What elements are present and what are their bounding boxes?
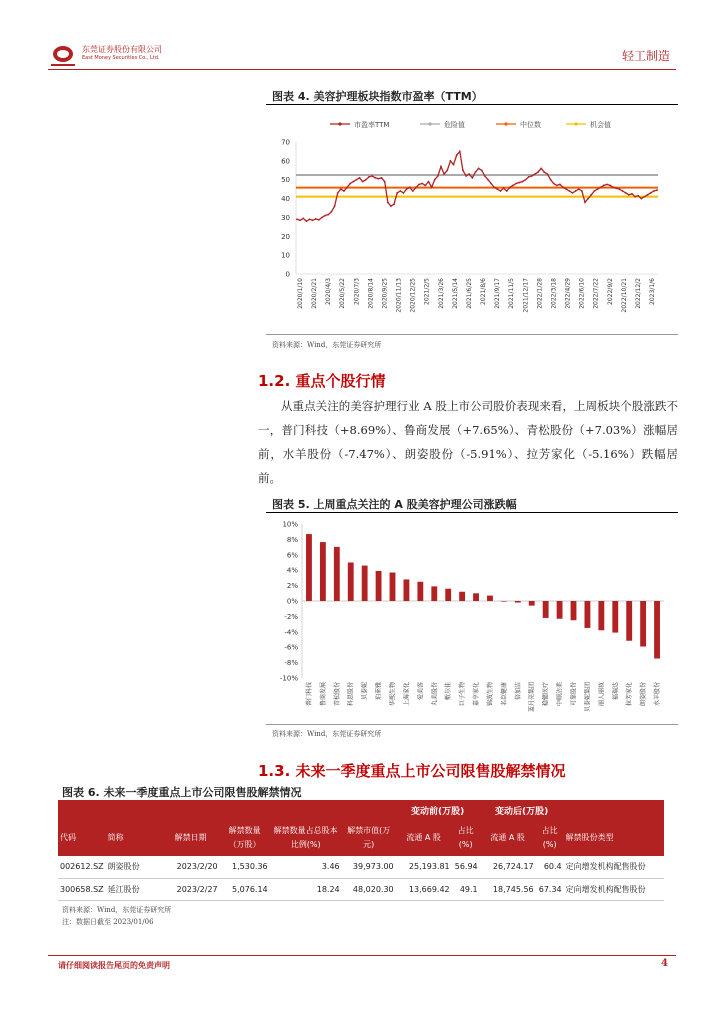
x-tick-label: 福瑞达	[612, 682, 620, 701]
pe-data-point	[637, 195, 639, 197]
x-tick-label: 2022/6/10	[578, 278, 586, 309]
pe-data-point	[412, 190, 414, 192]
bar-丸美股份	[431, 586, 437, 601]
pe-data-point	[609, 184, 611, 186]
y-tick-label: -10%	[279, 674, 298, 683]
pe-data-point	[562, 186, 564, 188]
pe-data-point	[478, 168, 480, 170]
x-tick-label: 倍加洁	[514, 682, 522, 701]
figure5-top-rule	[266, 512, 678, 513]
pe-data-point	[506, 190, 508, 192]
cell-before-float: 13,669.42	[396, 878, 452, 900]
bar-贝泰妮集团	[584, 601, 590, 628]
x-tick-label: 水羊股份	[654, 682, 662, 707]
pe-data-point	[305, 220, 307, 222]
bar-福瑞达	[612, 601, 618, 633]
section-title-1-3: 1.3. 未来一季度重点上市公司限售股解禁情况	[258, 762, 566, 780]
pe-data-point	[468, 173, 470, 175]
lockup-expiry-table	[58, 800, 664, 901]
group-after-label: 变动后(万股)	[480, 800, 564, 820]
section-title-1-2: 1.2. 重点个股行情	[258, 372, 386, 390]
pe-data-point	[327, 214, 329, 216]
x-tick-label: 2021/6/25	[465, 278, 473, 309]
x-tick-label: 2022/10/21	[620, 278, 628, 313]
y-tick-label: 10	[281, 251, 290, 260]
legend-entry	[330, 120, 389, 129]
pe-data-point	[543, 171, 545, 173]
legend-marker	[338, 122, 341, 125]
x-tick-label: 2021/8/6	[480, 278, 488, 305]
pe-data-point	[509, 186, 511, 188]
y-tick-label: 4%	[286, 566, 298, 575]
x-tick-label: 2022/1/28	[536, 278, 544, 309]
company-logo	[48, 42, 82, 68]
pe-data-point	[449, 160, 451, 162]
bar-敷尔佳	[445, 589, 451, 601]
bar-倍加洁	[515, 601, 521, 603]
cell-after-pct: 67.34	[536, 878, 564, 900]
x-tick-label: 2022/12/2	[634, 278, 642, 309]
x-tick-label: 2021/9/17	[494, 278, 502, 309]
pe-data-point	[606, 184, 608, 186]
cell-before-pct: 56.94	[452, 856, 480, 878]
x-tick-label: 2020/8/14	[367, 278, 375, 309]
x-tick-label: 2020/7/3	[353, 278, 361, 305]
y-tick-label: -2%	[284, 612, 298, 621]
pe-data-point	[356, 179, 358, 181]
pe-data-point	[440, 166, 442, 168]
x-tick-label: 华熙生物	[389, 682, 397, 707]
table-column-header	[58, 820, 664, 856]
cell-before-float: 25,193.81	[396, 856, 452, 878]
cell-name: 延江股份	[106, 878, 162, 900]
x-tick-label: 拉芳家化	[626, 682, 634, 707]
cell-code: 002612.SZ	[58, 856, 106, 878]
pe-data-point	[359, 177, 361, 179]
pe-data-point	[437, 175, 439, 177]
x-tick-label: 贝泰妮	[361, 682, 369, 701]
col-header: 占比(%)	[452, 820, 480, 856]
pe-data-point	[377, 178, 379, 180]
x-tick-label: 锦波生物	[486, 682, 494, 707]
cell-qty: 1,530.36	[220, 856, 270, 878]
col-header: 占比(%)	[536, 820, 564, 856]
y-tick-label: 40	[281, 195, 290, 204]
pe-data-point	[650, 192, 652, 194]
bar-蓝月亮集团	[529, 601, 535, 606]
x-tick-label: 巨子生物	[459, 682, 467, 707]
pe-data-point	[556, 184, 558, 186]
pe-data-point	[600, 186, 602, 188]
pe-data-point	[490, 183, 492, 185]
pe-data-point	[568, 190, 570, 192]
figure5-source: 资料来源：Wind，东莞证券研究所	[272, 730, 382, 738]
x-tick-label: 科思股份	[347, 682, 355, 707]
pe-data-point	[318, 219, 320, 221]
pe-data-point	[615, 187, 617, 189]
pe-data-point	[334, 205, 336, 207]
pe-data-point	[302, 217, 304, 219]
col-header: 流通 A 股	[480, 820, 536, 856]
cell-date: 2023/2/20	[162, 856, 220, 878]
pe-data-point	[424, 184, 426, 186]
pe-data-point	[331, 211, 333, 213]
x-tick-label: 2020/9/25	[381, 278, 389, 309]
pe-data-point	[421, 183, 423, 185]
cell-ratio: 3.46	[270, 856, 342, 878]
bar-科思股份	[348, 563, 354, 602]
pe-data-point	[396, 192, 398, 194]
pe-data-point	[443, 173, 445, 175]
pe-data-point	[625, 192, 627, 194]
x-tick-label: 蓝月亮集团	[528, 682, 536, 713]
pe-data-point	[593, 190, 595, 192]
x-tick-label: 敷尔佳	[445, 682, 453, 701]
pe-data-point	[462, 169, 464, 171]
pe-data-point	[565, 188, 567, 190]
x-tick-label: 中顺洁柔	[556, 682, 564, 707]
pe-data-point	[493, 186, 495, 188]
col-header: 解禁股份类型	[564, 820, 664, 856]
pe-data-point	[365, 179, 367, 181]
x-tick-label: 2021/5/14	[451, 278, 459, 309]
pe-data-point	[431, 186, 433, 188]
x-tick-label: 鲁商发展	[319, 682, 327, 707]
x-tick-label: 珀莱雅	[375, 682, 383, 701]
col-header: 简称	[106, 820, 162, 856]
pe-data-point	[521, 181, 523, 183]
table-group-header	[58, 800, 664, 820]
pe-data-point	[487, 179, 489, 181]
pe-data-point	[340, 188, 342, 190]
x-tick-label: 2021/12/17	[522, 278, 530, 313]
pe-data-point	[550, 179, 552, 181]
bar-丽人丽妆	[598, 601, 604, 630]
figure6-title: 图表 6. 未来一季度重点上市公司限售股解禁情况	[62, 786, 302, 799]
pe-data-point	[525, 179, 527, 181]
x-tick-label: 普门科技	[305, 682, 313, 707]
x-tick-label: 2022/7/22	[592, 278, 600, 309]
y-tick-label: 30	[281, 213, 290, 222]
pe-data-point	[368, 176, 370, 178]
y-tick-label: 60	[281, 157, 290, 166]
cell-qty: 5,076.14	[220, 878, 270, 900]
col-header: 解禁日期	[162, 820, 220, 856]
pe-data-point	[597, 188, 599, 190]
bar-嘉亨家化	[473, 593, 479, 601]
pe-data-point	[321, 217, 323, 219]
pe-data-point	[399, 190, 401, 192]
pe-data-point	[315, 218, 317, 220]
y-tick-label: -6%	[284, 643, 298, 652]
bar-爱美客	[417, 582, 423, 601]
pe-data-point	[587, 198, 589, 200]
cell-type: 定向增发机构配售股份	[564, 856, 664, 878]
pe-data-point	[631, 193, 633, 195]
pe-data-point	[428, 181, 430, 183]
y-tick-label: 0	[285, 270, 290, 279]
bar-名臣健康	[501, 601, 507, 602]
legend-label: 中位数	[520, 121, 541, 129]
figure4-source: 资料来源：Wind，东莞证券研究所	[272, 341, 382, 349]
y-tick-label: 70	[281, 138, 290, 147]
page-number: 4	[661, 958, 668, 969]
pe-data-point	[384, 181, 386, 183]
pe-data-point	[634, 196, 636, 198]
pe-data-point	[518, 182, 520, 184]
pe-data-point	[603, 184, 605, 186]
pe-data-point	[446, 169, 448, 171]
x-tick-label: 爱美客	[417, 682, 425, 701]
x-tick-label: 可靠股份	[570, 682, 578, 707]
pe-data-point	[531, 175, 533, 177]
pe-data-point	[296, 218, 298, 220]
col-header: 解禁市值(万元)	[342, 820, 396, 856]
col-header: 代码	[58, 820, 106, 856]
pe-data-point	[374, 177, 376, 179]
legend-entry	[566, 120, 611, 129]
bar-普门科技	[306, 534, 312, 601]
x-tick-label: 嘉亨家化	[473, 682, 481, 707]
cell-value: 39,973.00	[342, 856, 396, 878]
pe-data-point	[343, 190, 345, 192]
cell-date: 2023/2/27	[162, 878, 220, 900]
pe-data-point	[337, 192, 339, 194]
col-header: 解禁数量（万股）	[220, 820, 270, 856]
x-tick-label: 2021/11/5	[508, 278, 516, 309]
x-tick-label: 2022/9/2	[606, 278, 614, 305]
legend-marker	[504, 122, 507, 125]
pe-data-point	[387, 201, 389, 203]
figure5-title: 图表 5. 上周重点关注的 A 股美容护理公司涨跌幅	[272, 498, 517, 511]
cell-after-float: 18,745.56	[480, 878, 536, 900]
y-tick-label: -8%	[284, 659, 298, 668]
cell-after-float: 26,724.17	[480, 856, 536, 878]
pe-data-point	[496, 188, 498, 190]
pe-data-point	[575, 190, 577, 192]
pe-data-point	[453, 164, 455, 166]
pe-data-point	[619, 188, 621, 190]
y-tick-label: 0%	[286, 597, 298, 606]
pe-data-point	[647, 194, 649, 196]
pe-data-point	[653, 190, 655, 192]
pe-data-point	[547, 173, 549, 175]
pe-data-point	[584, 201, 586, 203]
col-header: 解禁数量占总股本比例(%)	[270, 820, 342, 856]
bar-锦波生物	[487, 596, 493, 601]
pe-data-point	[578, 188, 580, 190]
x-tick-label: 2020/12/25	[409, 278, 417, 313]
pe-data-point	[515, 183, 517, 185]
series-pe-ttm-line	[297, 151, 657, 221]
x-tick-label: 2021/2/5	[423, 278, 431, 305]
pe-data-point	[572, 192, 574, 194]
figure4-bottom-rule	[266, 334, 678, 335]
section-1-2-paragraph: 从重点关注的美容护理行业 A 股上市公司股价表现来看，上周板块个股涨跌不一，普门科技（+8.69%）、鲁商发展（+7.65%）、青松股份（+7.03%）涨幅居前，水羊股份（-7.47%）、朗姿股份（-5.91%）、拉芳家化（-5.16%）跌幅居前。	[258, 399, 678, 485]
x-tick-label: 青松股份	[333, 682, 341, 707]
cell-after-pct: 60.4	[536, 856, 564, 878]
pe-data-point	[434, 179, 436, 181]
legend-entry	[496, 120, 541, 129]
bar-上海家化	[403, 579, 409, 601]
x-tick-label: 丽人丽妆	[598, 682, 606, 707]
x-tick-label: 丸美股份	[431, 682, 439, 707]
footer-disclaimer: 请仔细阅读报告尾页的免责声明	[58, 961, 170, 970]
pe-data-point	[644, 196, 646, 198]
x-tick-label: 2020/1/10	[297, 278, 304, 309]
pe-data-point	[503, 187, 505, 189]
pe-data-point	[559, 184, 561, 186]
firm-name-en: East Money Securities Co., Ltd.	[82, 55, 160, 61]
pe-data-point	[415, 186, 417, 188]
pe-data-point	[471, 177, 473, 179]
pe-data-point	[540, 168, 542, 170]
x-tick-label: 稳健医疗	[542, 682, 550, 707]
x-tick-label: 2023/1/6	[649, 278, 656, 305]
table-row	[58, 856, 664, 878]
legend-marker	[428, 122, 431, 125]
pe-data-point	[312, 219, 314, 221]
footer-rule	[48, 955, 676, 956]
pe-data-point	[465, 175, 467, 177]
pe-data-point	[640, 198, 642, 200]
bar-巨子生物	[459, 592, 465, 601]
x-tick-label: 2022/4/29	[564, 278, 572, 309]
pe-data-point	[534, 173, 536, 175]
pe-data-point	[484, 175, 486, 177]
pe-data-point	[528, 176, 530, 178]
pe-data-point	[590, 194, 592, 196]
pe-data-point	[418, 184, 420, 186]
pe-data-point	[324, 215, 326, 217]
pe-data-point	[362, 181, 364, 183]
table-row	[58, 878, 664, 900]
y-tick-label: 8%	[286, 535, 298, 544]
legend-entry	[420, 120, 465, 129]
y-tick-label: 50	[281, 176, 290, 185]
x-tick-label: 2020/4/3	[325, 278, 333, 305]
pe-data-point	[656, 189, 658, 191]
pe-data-point	[622, 190, 624, 192]
x-tick-label: 2022/3/18	[550, 278, 558, 309]
pe-data-point	[390, 205, 392, 207]
pe-data-point	[500, 190, 502, 192]
bar-稳健医疗	[543, 601, 549, 618]
y-tick-label: 20	[281, 232, 290, 241]
pe-data-point	[346, 186, 348, 188]
cell-before-pct: 49.1	[452, 878, 480, 900]
pe-data-point	[309, 218, 311, 220]
group-before-label: 变动前(万股)	[396, 800, 480, 820]
x-tick-label: 上海家化	[403, 682, 411, 707]
pe-data-point	[459, 151, 461, 153]
pe-data-point	[581, 190, 583, 192]
bar-贝泰妮	[362, 566, 368, 601]
figure4-top-rule	[266, 104, 678, 105]
bar-青松股份	[334, 547, 340, 601]
y-tick-label: 2%	[286, 582, 298, 591]
figure6-note: 注：数据日截至 2023/01/06	[62, 918, 154, 926]
x-tick-label: 2020/2/21	[311, 278, 319, 309]
y-tick-label: -4%	[284, 628, 298, 637]
industry-label: 轻工制造	[621, 49, 670, 63]
bar-中顺洁柔	[557, 601, 563, 619]
bar-珀莱雅	[376, 571, 382, 601]
pe-data-point	[393, 203, 395, 205]
cell-type: 定向增发机构配售股份	[564, 878, 664, 900]
pe-data-point	[553, 183, 555, 185]
figure5-bottom-rule	[266, 724, 678, 725]
pe-data-point	[352, 181, 354, 183]
y-tick-label: 6%	[286, 551, 298, 560]
page-header	[48, 38, 676, 70]
pe-data-point	[512, 184, 514, 186]
pe-ratio-line-chart	[266, 108, 678, 332]
x-tick-label: 名臣健康	[500, 682, 508, 707]
pe-data-point	[299, 219, 301, 221]
pe-data-point	[481, 169, 483, 171]
legend-marker	[574, 122, 577, 125]
pe-data-point	[349, 183, 351, 185]
figure4-title: 图表 4. 美容护理板块指数市盈率（TTM）	[272, 90, 483, 103]
pe-data-point	[406, 188, 408, 190]
pe-data-point	[537, 171, 539, 173]
pe-data-point	[628, 194, 630, 196]
pe-data-point	[612, 186, 614, 188]
legend-label: 危险值	[444, 121, 465, 129]
firm-name-cn: 东莞证券股份有限公司	[82, 45, 162, 54]
bar-拉芳家化	[626, 601, 632, 641]
x-tick-label: 贝泰妮集团	[584, 682, 592, 713]
bar-鲁商发展	[320, 542, 326, 601]
pe-data-point	[371, 175, 373, 177]
bar-朗姿股份	[640, 601, 646, 647]
cell-code: 300658.SZ	[58, 878, 106, 900]
cell-name: 朗姿股份	[106, 856, 162, 878]
pe-data-point	[456, 154, 458, 156]
cell-ratio: 18.24	[270, 878, 342, 900]
legend-label: 市盈率TTM	[354, 121, 390, 129]
pe-data-point	[381, 177, 383, 179]
x-tick-label: 2020/5/22	[339, 278, 347, 309]
bar-华熙生物	[390, 573, 396, 601]
stock-change-bar-chart	[266, 516, 678, 722]
pe-data-point	[403, 192, 405, 194]
legend-label: 机会值	[590, 121, 611, 129]
pe-data-point	[409, 186, 411, 188]
figure6-source: 资料来源：Wind，东莞证券研究所	[62, 906, 172, 914]
cell-value: 48,020.30	[342, 878, 396, 900]
col-header: 流通 A 股	[396, 820, 452, 856]
x-tick-label: 朗姿股份	[640, 682, 648, 707]
bar-可靠股份	[571, 601, 577, 620]
bar-水羊股份	[654, 601, 660, 659]
x-tick-label: 2020/11/13	[395, 278, 403, 313]
y-tick-label: 10%	[282, 520, 298, 529]
pe-data-point	[475, 171, 477, 173]
x-tick-label: 2021/3/26	[437, 278, 445, 309]
